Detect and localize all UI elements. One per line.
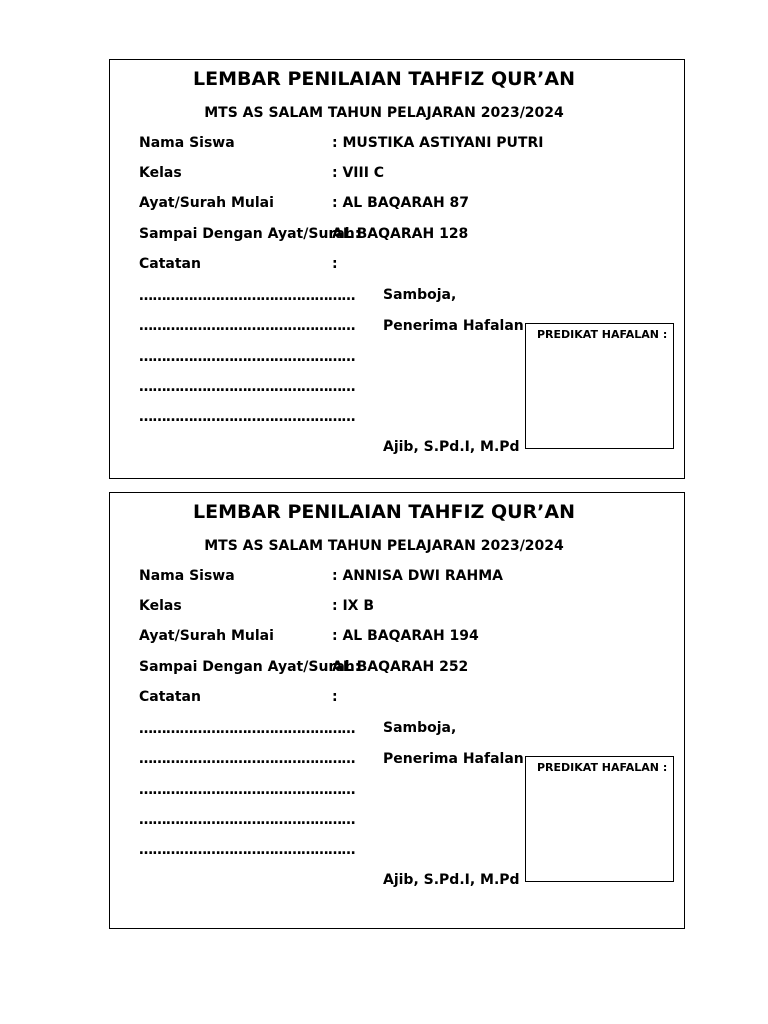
field-kelas <box>139 165 384 181</box>
field-ayat-mulai <box>139 628 479 644</box>
field-value: AL BAQARAH 252 <box>332 659 469 675</box>
field-value: : VIII C <box>332 165 385 181</box>
field-nama-siswa <box>139 568 503 584</box>
signer-name: Ajib, S.Pd.I, M.Pd <box>383 439 520 455</box>
form-title: LEMBAR PENILAIAN TAHFIZ QUR’AN <box>193 501 575 523</box>
place-text: Samboja, <box>383 720 457 736</box>
field-label: Sampai Dengan Ayat/Surah: <box>139 659 361 675</box>
predikat-label: PREDIKAT HAFALAN : <box>537 761 668 774</box>
field-catatan <box>139 256 338 272</box>
field-value: : AL BAQARAH 87 <box>332 195 470 211</box>
form-subtitle: MTS AS SALAM TAHUN PELAJARAN 2023/2024 <box>204 105 564 121</box>
field-sampai-dengan <box>139 226 468 242</box>
form-title: LEMBAR PENILAIAN TAHFIZ QUR’AN <box>193 68 575 90</box>
field-label: Kelas <box>139 165 182 181</box>
field-kelas <box>139 598 374 614</box>
field-label: Catatan <box>139 689 201 705</box>
field-label: Sampai Dengan Ayat/Surah: <box>139 226 361 242</box>
notes-dotted-line: ………………………………………… <box>139 379 355 395</box>
field-catatan <box>139 689 338 705</box>
notes-dotted-line: ………………………………………… <box>139 318 355 334</box>
notes-dotted-line: ………………………………………… <box>139 409 355 425</box>
notes-dotted-line: ………………………………………… <box>139 782 355 798</box>
assessment-card-1 <box>109 59 685 479</box>
field-label: Nama Siswa <box>139 135 235 151</box>
notes-dotted-line: ………………………………………… <box>139 288 355 304</box>
field-ayat-mulai <box>139 195 469 211</box>
receiver-label: Penerima Hafalan <box>383 751 524 767</box>
notes-dotted-line: ………………………………………… <box>139 721 355 737</box>
signer-name: Ajib, S.Pd.I, M.Pd <box>383 872 520 888</box>
field-label: Nama Siswa <box>139 568 235 584</box>
place-text: Samboja, <box>383 287 457 303</box>
field-nama-siswa <box>139 135 543 151</box>
field-value: : <box>332 689 338 705</box>
field-label: Kelas <box>139 598 182 614</box>
field-value: : AL BAQARAH 194 <box>332 628 479 644</box>
field-label: Ayat/Surah Mulai <box>139 195 274 211</box>
field-label: Catatan <box>139 256 201 272</box>
predikat-label: PREDIKAT HAFALAN : <box>537 328 668 341</box>
field-value: AL BAQARAH 128 <box>332 226 469 242</box>
assessment-card-2 <box>109 492 685 929</box>
receiver-label: Penerima Hafalan <box>383 318 524 334</box>
field-value: : IX B <box>332 598 375 614</box>
field-value: : ANNISA DWI RAHMA <box>332 568 503 584</box>
field-value: : <box>332 256 338 272</box>
predikat-box <box>525 323 674 449</box>
notes-dotted-line: ………………………………………… <box>139 842 355 858</box>
field-label: Ayat/Surah Mulai <box>139 628 274 644</box>
notes-dotted-line: ………………………………………… <box>139 812 355 828</box>
field-sampai-dengan <box>139 659 468 675</box>
field-value: : MUSTIKA ASTIYANI PUTRI <box>332 135 544 151</box>
form-subtitle: MTS AS SALAM TAHUN PELAJARAN 2023/2024 <box>204 538 564 554</box>
notes-dotted-line: ………………………………………… <box>139 751 355 767</box>
notes-dotted-line: ………………………………………… <box>139 349 355 365</box>
predikat-box <box>525 756 674 882</box>
